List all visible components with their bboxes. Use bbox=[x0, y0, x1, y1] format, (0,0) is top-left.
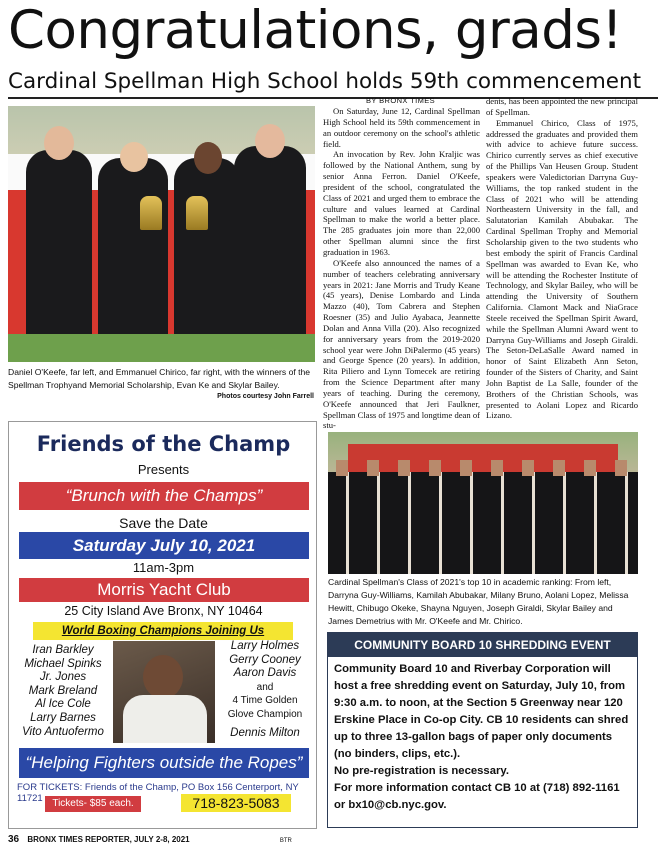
ad-title: Friends of the Champ bbox=[36, 432, 291, 456]
champion-name: Gerry Cooney bbox=[229, 653, 301, 666]
ad-names-right bbox=[215, 640, 315, 740]
champion-name: Al Ice Cole bbox=[35, 698, 91, 711]
section-code: BTR bbox=[279, 838, 292, 844]
ad-time: 11am-3pm bbox=[132, 560, 195, 575]
champion-name: Jr. Jones bbox=[39, 671, 87, 684]
ad-presents: Presents bbox=[137, 462, 190, 477]
community-board-body bbox=[334, 661, 632, 814]
contact-info: For more information contact CB 10 at (718) 892-1161 or bx10@cb.nyc.gov. bbox=[334, 782, 620, 811]
article-paragraph: On Saturday, June 12, Cardinal Spellman High School held its 59th commencement in an outdoor ceremony on the school's athletic field. bbox=[323, 106, 480, 149]
ad-tickets-line: FOR TICKETS: Friends of the Champ, PO Box 156 Centerport, NY 11721 bbox=[17, 782, 299, 804]
champion-name: Larry Holmes bbox=[230, 640, 300, 652]
page-number: 36 bbox=[8, 834, 20, 845]
paper-info: BRONX TIMES REPORTER, JULY 2-8, 2021 bbox=[27, 835, 190, 844]
champion-name: Vito Antuofermo bbox=[22, 725, 104, 738]
champion-name: Aaron Davis bbox=[233, 667, 297, 680]
champions-photo bbox=[113, 641, 215, 743]
champion-name: Mark Breland bbox=[28, 684, 98, 697]
ad-address: 25 City Island Ave Bronx, NY 10464 bbox=[64, 604, 263, 618]
champion-name: Michael Spinks bbox=[24, 657, 102, 670]
registration-note: No pre-registration is necessary. bbox=[334, 765, 509, 777]
article-paragraph: Emmanuel Chirico, Class of 1975, addressed the graduates and provided them with advice to achieve future success. Chirico currently serves as chief executive of the Phillips Van Heusen Group. Student speakers were Valedictorian Darryna Guy-Williams, the top ranked student in the Class of 2021 who will be attending Northeastern University in the fall, and Salutatorian Kamilah Abubakar. The Cardinal Spellman Trophy and Memorial Scholarship given to the two students who best embody the spirit of Francis Cardinal Spellman was awarded to Evan Ke, who will be attending the Rochester Institute of Technology, and Skylar Bailey, who will be attending the University of Southern California. Clamont Mack and NiaGrace Steele received the Spellman Spirit Award, while the Spellman Alumni Award went to Darryna Guy-Williams and Joseph Giraldi. The Seton-DeLaSalle Award named in honor of Saint Elizabeth Ann Seton, founder of the Sisters of Charity, and Saint John Baptist de La Salle, founder of the Brothers of the Christian Schools, was presented to Aolani Lopez and Ricardo Lizano. bbox=[486, 117, 638, 421]
award-winners-photo bbox=[8, 106, 315, 362]
community-board-title: COMMUNITY BOARD 10 SHREDDING EVENT bbox=[328, 633, 637, 657]
article-column-2 bbox=[486, 96, 638, 421]
ad-ticket-price: Tickets- $85 each. bbox=[45, 796, 141, 812]
article-paragraph: An invocation by Rev. John Kraljic was followed by the National Anthem, sung by senior Anna Ferron. Daniel O'Keefe, president of the school, congratulated the Class of 2021 and urged them to embrace the culture and values learned at Cardinal Spellman to make the world a better place. The 285 graduates join more than 22,000 other Spellman alumni since the first graduation in 1963. bbox=[323, 149, 480, 257]
champion-name: Dennis Milton bbox=[230, 726, 300, 739]
champion-name: Glove Champion bbox=[227, 708, 303, 720]
headline: Congratulations, grads! bbox=[8, 0, 623, 61]
ad-date-banner: Saturday July 10, 2021 bbox=[19, 532, 309, 559]
community-board-box bbox=[327, 632, 638, 828]
friends-of-the-champ-ad bbox=[8, 421, 317, 829]
subheadline: Cardinal Spellman High School holds 59th commencement bbox=[8, 69, 642, 94]
ad-phone: 718-823-5083 bbox=[181, 794, 291, 812]
top-ten-caption: Cardinal Spellman's Class of 2021's top 10 in academic ranking: From left, Darryna Guy-Williams, Kamilah Abubakar, Milany Bruno, Aolani Lopez, Melissa Hewitt, Chibugo Okeke, Shayna Nguyen, Joseph Giraldi, Skylar Bailey and James Demetrius with Mr. O'Keefe and Mr. Chirico. bbox=[328, 577, 629, 626]
ad-event-banner: “Brunch with the Champs” bbox=[19, 482, 309, 510]
ad-names-left bbox=[13, 644, 113, 739]
shredding-details: Community Board 10 and Riverbay Corporation will host a free shredding event on Saturday, July 10, from 9:30 a.m. to noon, at the Section 5 Greenway near 120 Erskine Place in Co-op City. CB 10 residents can shred up to three 13-gallon bags of paper only documents (no binders, clips, etc.). bbox=[334, 663, 629, 760]
ad-champions-joining: World Boxing Champions Joining Us bbox=[33, 622, 293, 640]
champion-name: 4 Time Golden bbox=[232, 695, 298, 707]
photo-credit: Photos courtesy John Farrell bbox=[217, 393, 314, 400]
article-paragraph: dents, has been appointed the new principal of Spellman. bbox=[486, 96, 638, 117]
champion-name: Iran Barkley bbox=[32, 644, 94, 656]
top-ten-graduates-photo bbox=[328, 432, 638, 574]
byline: BY BRONX TIMES bbox=[366, 96, 436, 105]
ad-venue-banner: Morris Yacht Club bbox=[19, 578, 309, 602]
article-column-1 bbox=[323, 106, 480, 431]
ad-slogan-banner: “Helping Fighters outside the Ropes” bbox=[19, 748, 309, 778]
ad-save-date: Save the Date bbox=[119, 515, 208, 531]
award-photo-caption: Daniel O'Keefe, far left, and Emmanuel Chirico, far right, with the winners of the Spellman Trophyand Memorial Scholarship, Evan Ke and Skylar Bailey. bbox=[8, 367, 311, 390]
article-paragraph: O'Keefe also announced the names of a number of teachers celebrating anniversary years in 2021: Jane Morris and Trudy Keane (45 years), Denise Lombardo and Linda Mazzo (40), Tom Cabrera and Stephen Roesner (35) and Julio Ayabaca, Jeannette Dolan and Anna Villa (20). Also recognized for anniversary years from the 2019-2020 school year were John DiPalermo (45 years) and George Spence (20 years). In addition, Rita Piliero and Lynn Tomecek are retiring from the Science Department after many years of teaching. During the ceremony, O'Keefe announced that Jeri Faulkner, Spellman Class of 1975 and longtime dean of stu- bbox=[323, 257, 480, 431]
champion-name: and bbox=[256, 681, 274, 693]
champion-name: Larry Barnes bbox=[30, 711, 96, 724]
page-footer bbox=[8, 834, 292, 845]
